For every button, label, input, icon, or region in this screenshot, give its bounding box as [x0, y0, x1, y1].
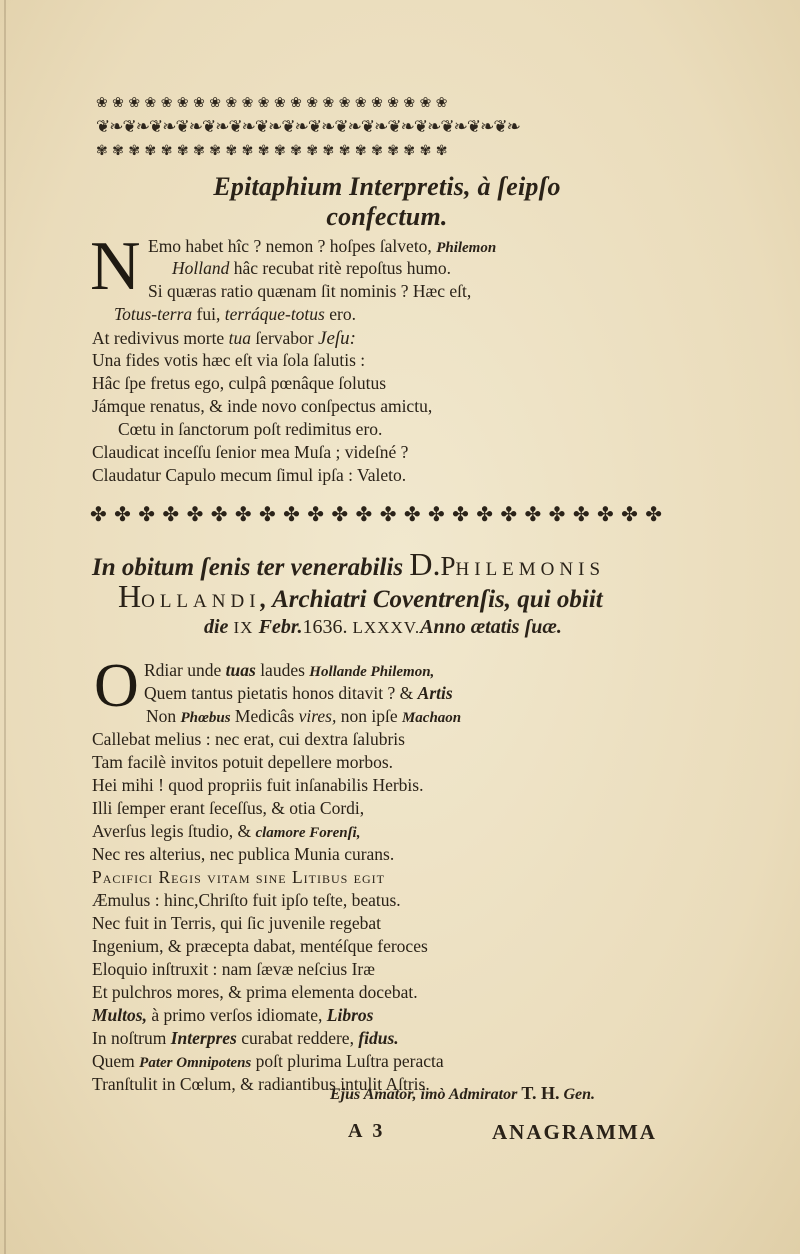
- epitaph-line: Claudatur Capulo mecum ſimul ipſa : Valeto.: [92, 465, 407, 485]
- elegy-line: Rdiar unde tuas laudes Hollande Philemon,: [144, 660, 435, 680]
- elegy-heading-line3: die IX Febr.1636. LXXXV.Anno ætatis ſuæ.: [204, 616, 562, 638]
- separator-glyph: ✤: [500, 502, 518, 526]
- epitaph-line: Hâc ſpe fretus ego, culpâ pœnâque ſolutus: [92, 373, 387, 393]
- separator-glyph: ✤: [427, 502, 445, 526]
- elegy-line: Ingenium, & præcepta dabat, mentéſque feroces: [92, 936, 428, 956]
- signature-line: Ejus Amator, imò Admirator T. H. Gen.: [330, 1083, 596, 1103]
- separator-glyph: ✤: [307, 502, 325, 526]
- separator-glyph: ✤: [621, 502, 638, 526]
- separator-glyph: ✤: [258, 502, 276, 526]
- ornament-separator: [90, 502, 662, 526]
- elegy-line: In noſtrum Interpres curabat reddere, fidus.: [92, 1028, 399, 1048]
- elegy-line: Tranſtulit in Cœlum, & radiantibus intulit Aſtris.: [92, 1074, 430, 1094]
- elegy-line: Quem Pater Omnipotens poſt plurima Luſtra peracta: [92, 1051, 444, 1071]
- separator-glyph: ✤: [572, 502, 590, 526]
- elegy-line: Averſus legis ſtudio, & clamore Forenſi,: [92, 821, 361, 841]
- epitaph-line: Si quæras ratio quænam ſit nominis ? Hæc eſt,: [148, 281, 472, 301]
- page-edge-shadow: [4, 0, 6, 1254]
- separator-glyph: ✤: [476, 502, 494, 526]
- elegy-line: Eloquio inſtruxit : nam ſævæ neſcius Iræ: [92, 959, 375, 979]
- epitaph-line: Holland hâc recubat ritè repoſtus humo.: [172, 258, 451, 278]
- epitaph-line: Claudicat inceſſu ſenior mea Muſa ; videſné ?: [92, 442, 409, 462]
- epitaph-line: Emo habet hîc ? nemon ? hoſpes ſalveto, Philemon: [148, 236, 497, 256]
- separator-glyph: ✤: [355, 502, 373, 526]
- epitaph-line: Una fides votis hæc eſt via ſola ſalutis :: [92, 350, 366, 370]
- separator-glyph: ✤: [548, 502, 566, 526]
- elegy-line: Et pulchros mores, & prima elementa docebat.: [92, 982, 418, 1002]
- separator-glyph: ✤: [114, 502, 131, 526]
- separator-glyph: ✤: [524, 502, 542, 526]
- elegy-line: Nec res alterius, nec publica Munia curans.: [92, 844, 395, 864]
- elegy-line: Tam facilè invitos potuit depellere morbos.: [92, 752, 394, 772]
- elegy-line: Illi ſemper erant ſeceſſus, & otia Cordi,: [92, 798, 365, 818]
- separator-glyph: ✤: [90, 502, 107, 526]
- separator-glyph: ✤: [234, 502, 252, 526]
- elegy-line: Nec fuit in Terris, qui ſic juvenile regebat: [92, 913, 382, 933]
- elegy-line: Callebat melius : nec erat, cui dextra ſalubris: [92, 729, 405, 749]
- epitaph-line: Cœtu in ſanctorum poſt redimitus ero.: [118, 419, 383, 439]
- epitaph-title: Epitaphium Interpretis, à ſeipſo confectum.: [213, 172, 561, 231]
- separator-glyph: ✤: [186, 502, 204, 526]
- separator-glyph: ✤: [162, 502, 180, 526]
- drop-cap-n: N: [90, 228, 141, 305]
- drop-cap-o: O: [94, 652, 139, 720]
- separator-glyph: ✤: [403, 502, 421, 526]
- elegy-line: Æmulus : hinc,Chriſto fuit ipſo teſte, beatus.: [92, 890, 401, 910]
- elegy-heading-line2: HOLLANDI, Archiatri Coventrenſis, qui obiit: [118, 578, 603, 614]
- separator-glyph: ✤: [452, 502, 469, 526]
- separator-glyph: ✤: [331, 502, 349, 526]
- elegy-line: Non Phœbus Medicâs vires, non ipſe Machaon: [146, 706, 462, 726]
- elegy-line: Quem tantus pietatis honos ditavit ? & Artis: [144, 683, 453, 703]
- epitaph-line: Totus-terra fui, terráque-totus ero.: [114, 304, 356, 324]
- ornament-row-middle: ❦❧❦❧❦❧❦❧❦❧❦❧❦❧❦❧❦❧❦❧❦❧❦❧❦❧❦❧❦❧❦❧: [96, 116, 520, 137]
- elegy-heading-line1: In obitum ſenis ter venerabilis D.PHILEMONIS: [92, 546, 606, 582]
- headpiece-ornament: [96, 96, 642, 158]
- separator-glyph: ✤: [210, 502, 228, 526]
- separator-glyph: ✤: [596, 502, 614, 526]
- separator-glyph: ✤: [379, 502, 397, 526]
- separator-glyph: ✤: [645, 502, 662, 526]
- elegy-line: Pacifici Regis vitam ſine Litibus egit: [92, 867, 385, 887]
- catchword: ANAGRAMMA: [492, 1120, 657, 1144]
- ornament-row-bottom: ✾ ✾ ✾ ✾ ✾ ✾ ✾ ✾ ✾ ✾ ✾ ✾ ✾ ✾ ✾ ✾ ✾ ✾ ✾ ✾ ✾ ✾: [96, 143, 448, 158]
- epitaph-line: Jámque renatus, & inde novo conſpectus amictu,: [92, 396, 433, 416]
- separator-glyph: ✤: [138, 502, 156, 526]
- separator-glyph: ✤: [283, 502, 300, 526]
- ornament-row-top: ❀ ❀ ❀ ❀ ❀ ❀ ❀ ❀ ❀ ❀ ❀ ❀ ❀ ❀ ❀ ❀ ❀ ❀ ❀ ❀ ❀ ❀: [96, 96, 448, 111]
- elegy-line: Hei mihi ! quod propriis fuit inſanabilis Herbis.: [92, 775, 424, 795]
- elegy-line: Multos, à primo verſos idiomate, Libros: [92, 1005, 374, 1025]
- epitaph-line: At redivivus morte tua ſervabor Jeſu:: [92, 328, 356, 349]
- signature-mark: A 3: [348, 1120, 386, 1142]
